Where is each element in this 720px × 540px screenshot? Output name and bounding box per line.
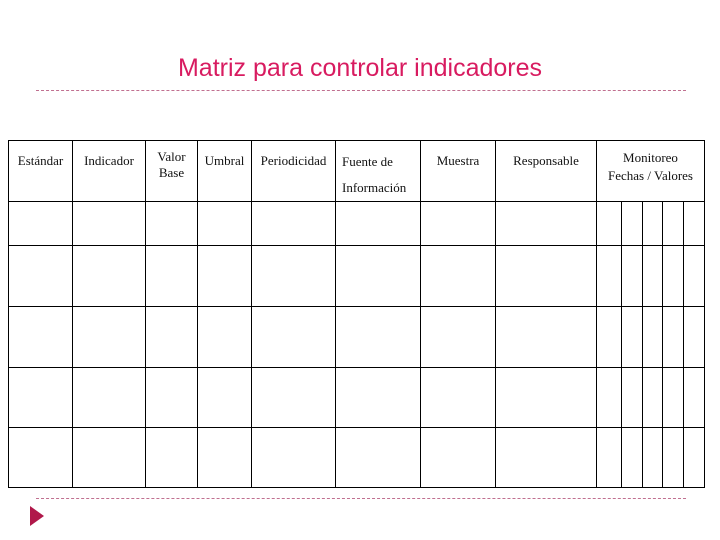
table-cell bbox=[146, 307, 198, 368]
header-valor-base: Valor Base bbox=[146, 141, 198, 202]
table-row bbox=[9, 368, 705, 428]
table-cell bbox=[252, 202, 336, 246]
table-cell bbox=[336, 368, 421, 428]
header-monitoreo: Monitoreo Fechas / Valores bbox=[597, 141, 705, 202]
table-cell bbox=[198, 368, 252, 428]
top-divider bbox=[36, 90, 686, 91]
table-cell bbox=[9, 428, 73, 488]
table-cell bbox=[73, 246, 146, 307]
table-cell bbox=[336, 307, 421, 368]
table-cell bbox=[496, 428, 597, 488]
monitoreo-cell bbox=[597, 246, 705, 307]
bottom-divider bbox=[36, 498, 686, 499]
table-cell bbox=[198, 246, 252, 307]
header-periodicidad: Periodicidad bbox=[252, 141, 336, 202]
table-row bbox=[9, 246, 705, 307]
table-cell bbox=[9, 368, 73, 428]
table-cell bbox=[9, 246, 73, 307]
table-cell bbox=[421, 368, 496, 428]
header-row bbox=[9, 141, 705, 202]
table-cell bbox=[421, 246, 496, 307]
page-title: Matriz para controlar indicadores bbox=[177, 54, 543, 82]
table-cell bbox=[496, 307, 597, 368]
table-row bbox=[9, 428, 705, 488]
header-fuente-informacion: Fuente de Información bbox=[336, 141, 421, 202]
table-cell bbox=[198, 307, 252, 368]
table-cell bbox=[73, 428, 146, 488]
monitoreo-cell bbox=[597, 368, 705, 428]
table-cell bbox=[146, 368, 198, 428]
table-cell bbox=[198, 202, 252, 246]
table-cell bbox=[336, 202, 421, 246]
indicator-matrix-table bbox=[8, 140, 705, 488]
table-cell bbox=[73, 202, 146, 246]
table-cell bbox=[252, 246, 336, 307]
table-row bbox=[9, 202, 705, 246]
header-estandar: Estándar bbox=[9, 141, 73, 202]
header-umbral: Umbral bbox=[198, 141, 252, 202]
table-cell bbox=[146, 246, 198, 307]
monitoreo-cell bbox=[597, 202, 705, 246]
table-cell bbox=[73, 368, 146, 428]
monitoreo-cell bbox=[597, 428, 705, 488]
table-cell bbox=[496, 246, 597, 307]
table-cell bbox=[496, 368, 597, 428]
header-responsable: Responsable bbox=[496, 141, 597, 202]
header-muestra: Muestra bbox=[421, 141, 496, 202]
table-cell bbox=[336, 428, 421, 488]
table-cell bbox=[252, 368, 336, 428]
table-cell bbox=[73, 307, 146, 368]
table-cell bbox=[421, 307, 496, 368]
table-cell bbox=[146, 202, 198, 246]
table-cell bbox=[336, 246, 421, 307]
table-cell bbox=[252, 428, 336, 488]
table-cell bbox=[9, 202, 73, 246]
header-indicador: Indicador bbox=[73, 141, 146, 202]
play-triangle-icon[interactable] bbox=[30, 506, 44, 526]
table-cell bbox=[252, 307, 336, 368]
table-cell bbox=[9, 307, 73, 368]
table-cell bbox=[421, 202, 496, 246]
monitoreo-cell bbox=[597, 307, 705, 368]
table-cell bbox=[421, 428, 496, 488]
table-cell bbox=[496, 202, 597, 246]
table-cell bbox=[146, 428, 198, 488]
table-row bbox=[9, 307, 705, 368]
table-cell bbox=[198, 428, 252, 488]
